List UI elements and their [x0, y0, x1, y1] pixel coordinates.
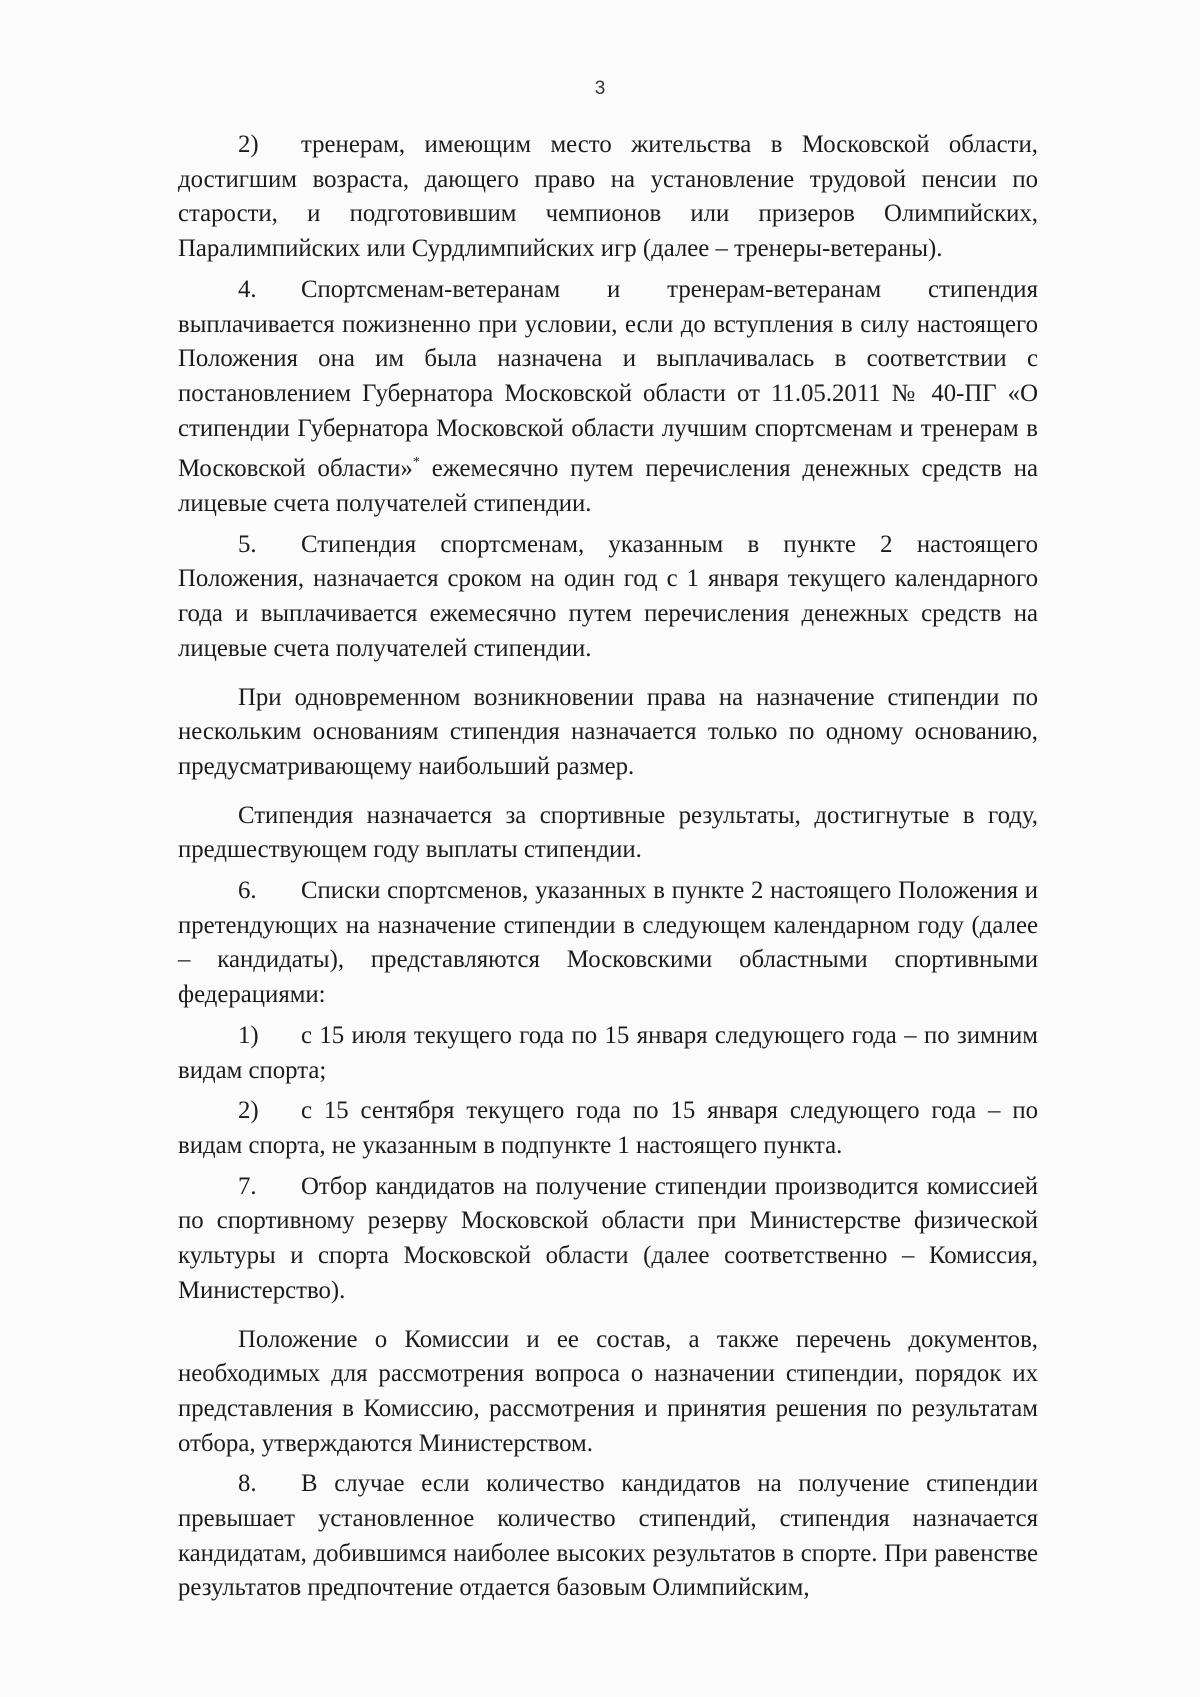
paragraph-number: 5.	[238, 530, 257, 558]
paragraph-6-subitem-2	[178, 1094, 1038, 1163]
paragraph-text: Списки спортсменов, указанных в пункте 2 настоящего Положения и претендующих на назначение стипендии в следующем календарном году (далее – кандидаты), представляются Московскими областными спортивными федерациями:	[178, 877, 1038, 1009]
paragraph-number: 6.	[238, 877, 257, 905]
paragraph-text-continued: ежемесячно путем перечисления денежных средств на лицевые счета получателей стипендии.	[178, 455, 1039, 518]
paragraph-text: При одновременном возникновении права на назначение стипендии по нескольким основаниям стипендия назначается только по одному основанию, предусматривающему наибольший размер.	[178, 683, 1038, 780]
paragraph-5	[178, 528, 1038, 667]
paragraph-text: Отбор кандидатов на получение стипендии производится комиссией по спортивному резерву Московской области при Министерстве физической культуры и спорта Московской области (далее соответственно – Комиссия, Министерство).	[178, 1172, 1038, 1304]
paragraph-7-commission-rules	[178, 1323, 1038, 1462]
paragraph-number: 7.	[238, 1172, 257, 1200]
paragraph-6-subitem-1	[178, 1019, 1038, 1088]
paragraph-4	[178, 273, 1038, 522]
paragraph-2-coaches	[178, 128, 1038, 267]
footnote-mark: *	[412, 455, 420, 471]
paragraph-text: Положение о Комиссии и ее состав, а также перечень документов, необходимых для рассмотрения вопроса о назначении стипендии, порядок их представления в Комиссию, рассмотрения и принятия решения по результатам отбора, утверждаются Министерством.	[178, 1325, 1038, 1457]
paragraph-number: 2)	[238, 1097, 259, 1125]
paragraph-text: с 15 июля текущего года по 15 января следующего года – по зимним видам спорта;	[178, 1021, 1038, 1084]
paragraph-text: с 15 сентября текущего года по 15 января следующего года – по видам спорта, не указанным в подпункте 1 настоящего пункта.	[178, 1097, 1038, 1159]
paragraph-number: 8.	[238, 1470, 257, 1498]
paragraph-text: Спортсменам-ветеранам и тренерам-ветеранам стипендия выплачивается пожизненно при условии, если до вступления в силу настоящего Положения она им была назначена и выплачивалась в соответствии с постановлением Губернатора Московской области от 11.05.2011 № 40-ПГ «О стипендии Губернатора Московской области лучшим спортсменам и тренерам в Московской области»	[178, 275, 1038, 483]
paragraph-5-results	[178, 799, 1038, 868]
paragraph-number: 2)	[238, 131, 259, 158]
paragraph-text: Стипендия спортсменам, указанным в пункте 2 настоящего Положения, назначается сроком на один год с 1 января текущего календарного года и выплачивается ежемесячно путем перечисления денежных средств на лицевые счета получателей стипендии.	[178, 530, 1038, 662]
paragraph-text: тренерам, имеющим место жительства в Московской области, достигшим возраста, дающего право на установление трудовой пенсии по старости, и подготовившим чемпионов или призеров Олимпийских, Паралимпийских или Сурдлимпийских игр (далее – тренеры-ветераны).	[178, 131, 1038, 263]
document-body	[178, 128, 1038, 1612]
paragraph-8	[178, 1467, 1038, 1606]
paragraph-text: В случае если количество кандидатов на получение стипендии превышает установленное количество стипендий, стипендия назначается кандидатам, добившимся наиболее высоких результатов в спорте. При равенстве результатов предпочтение отдается базовым Олимпийским,	[178, 1470, 1038, 1602]
paragraph-text: Стипендия назначается за спортивные результаты, достигнутые в году, предшествующем году выплаты стипендии.	[178, 801, 1038, 864]
paragraph-5-simultaneous-right	[178, 681, 1038, 785]
paragraph-7	[178, 1170, 1038, 1309]
paragraph-number: 4.	[238, 275, 257, 303]
paragraph-number: 1)	[238, 1021, 259, 1049]
paragraph-6	[178, 874, 1038, 1013]
page-number: 3	[594, 78, 606, 99]
